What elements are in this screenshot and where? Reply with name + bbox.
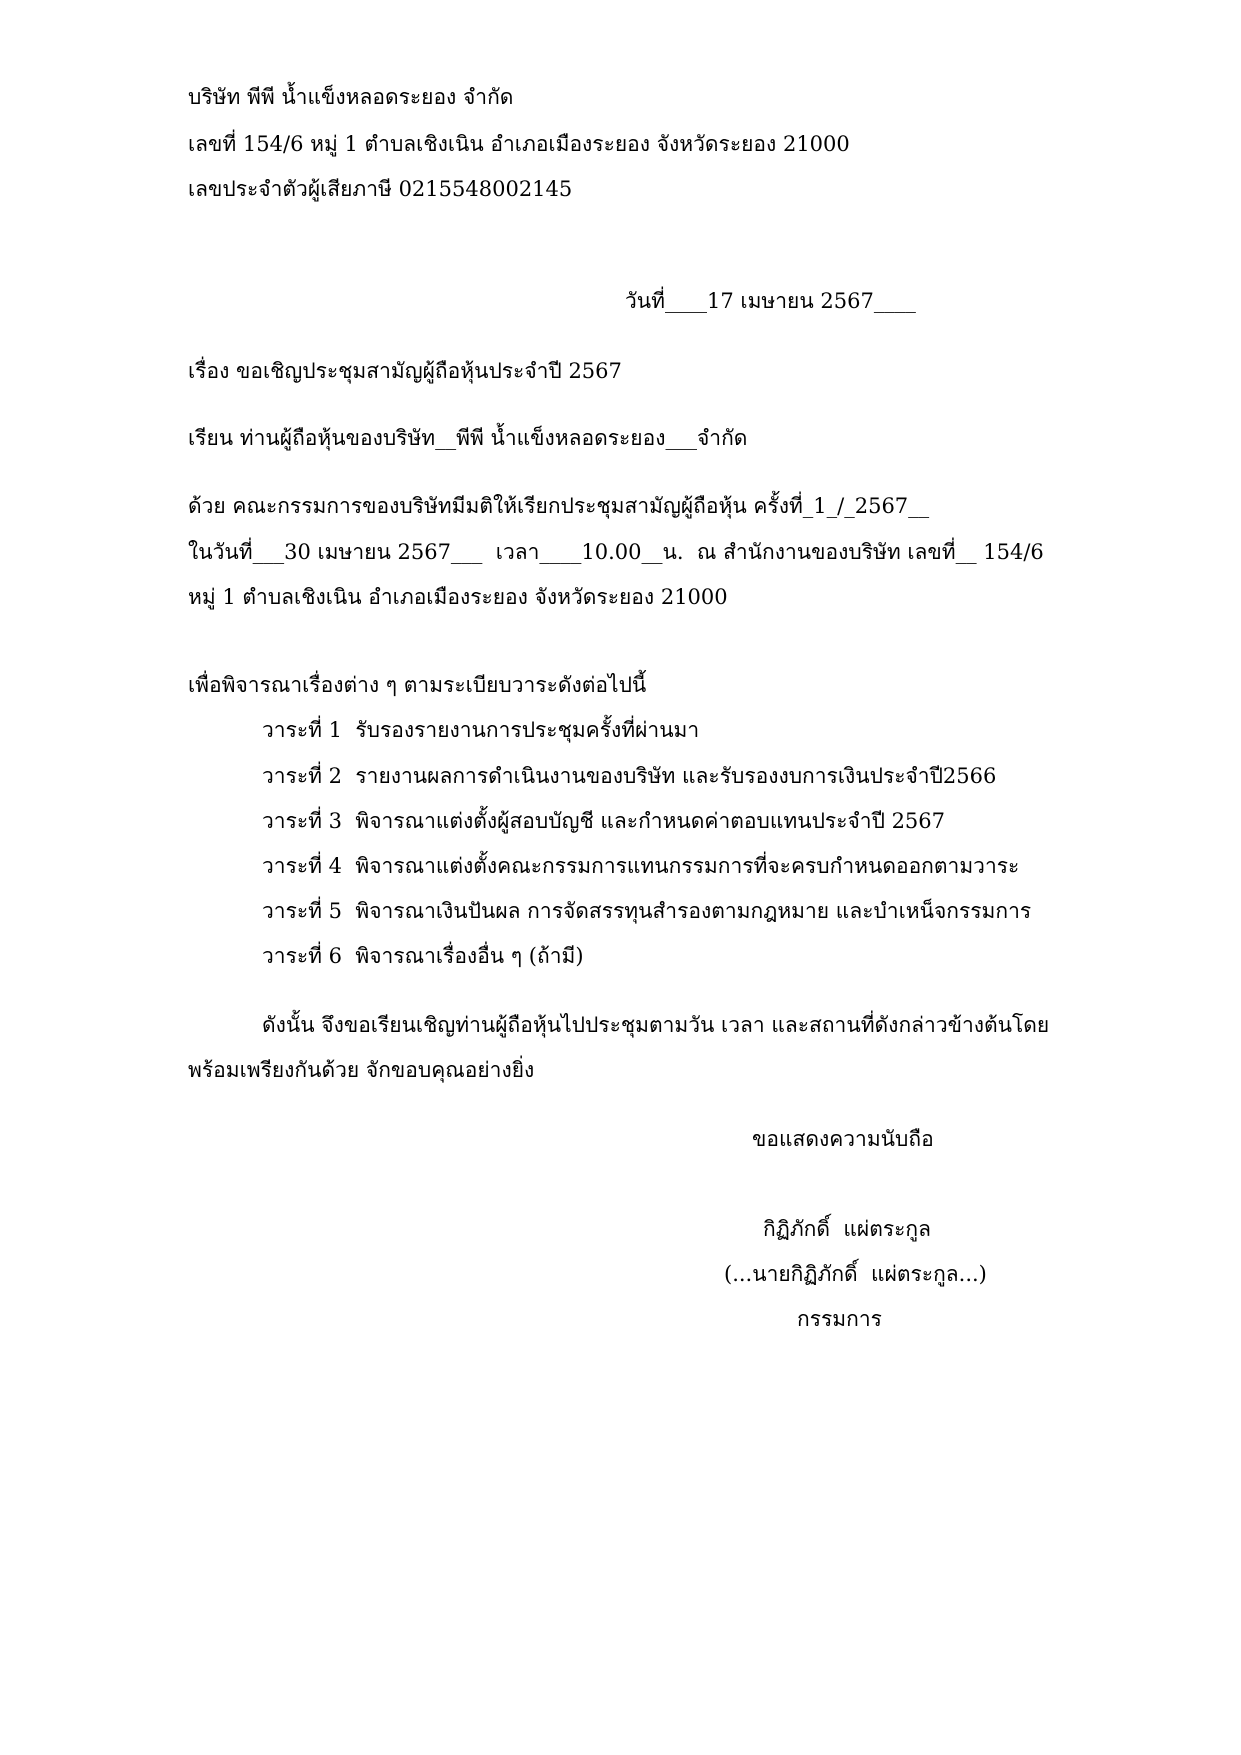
agenda-item: วาระที่ 4 พิจารณาแต่งตั้งคณะกรรมการแทนกรรมการที่จะครบกำหนดออกตามวาระ: [262, 854, 1020, 878]
regards-text: ขอแสดงความนับถือ: [752, 1127, 934, 1151]
agenda-item: วาระที่ 2 รายงานผลการดำเนินงานของบริษัท และรับรองงบการเงินประจำปี2566: [262, 764, 997, 788]
agenda-item: วาระที่ 1 รับรองรายงานการประชุมครั้งที่ผ่านมา: [262, 718, 700, 742]
agenda-item: วาระที่ 5 พิจารณาเงินปันผล การจัดสรรทุนสำรองตามกฎหมาย และบำเหน็จกรรมการ: [262, 899, 1032, 923]
closing-line: ดังนั้น จึงขอเรียนเชิญท่านผู้ถือหุ้นไปประชุมตามวัน เวลา และสถานที่ดังกล่าวข้างต้นโดย: [262, 1013, 1050, 1037]
body-line: หมู่ 1 ตำบลเชิงเนิน อำเภอเมืองระยอง จังหวัดระยอง 21000: [188, 585, 728, 609]
agenda-item: วาระที่ 6 พิจารณาเรื่องอื่น ๆ (ถ้ามี): [262, 944, 584, 968]
agenda-item: วาระที่ 3 พิจารณาแต่งตั้งผู้สอบบัญชี และกำหนดค่าตอบแทนประจำปี 2567: [262, 809, 946, 833]
letter-subject: เรื่อง ขอเชิญประชุมสามัญผู้ถือหุ้นประจำปี 2567: [188, 359, 622, 383]
letter-recipient: เรียน ท่านผู้ถือหุ้นของบริษัท__พีพี น้ำแข็งหลอดระยอง___จำกัด: [188, 426, 748, 450]
body-line: ด้วย คณะกรรมการของบริษัทมีมติให้เรียกประชุมสามัญผู้ถือหุ้น ครั้งที่_1_/_2567__: [188, 494, 930, 518]
letter-date: วันที่____17 เมษายน 2567____: [625, 289, 916, 313]
company-name: บริษัท พีพี น้ำแข็งหลอดระยอง จำกัด: [188, 85, 514, 109]
body-line: ในวันที่___30 เมษายน 2567___ เวลา____10.00__น. ณ สำนักงานของบริษัท เลขที่__ 154/6: [188, 540, 1044, 564]
signature-name: กิฏิภักดิ์ แผ่ตระกูล: [763, 1217, 931, 1241]
company-address: เลขที่ 154/6 หมู่ 1 ตำบลเชิงเนิน อำเภอเมืองระยอง จังหวัดระยอง 21000: [188, 132, 850, 156]
tax-id: เลขประจำตัวผู้เสียภาษี 0215548002145: [188, 177, 573, 201]
signature-printed-name: (...นายกิฏิภักดิ์ แผ่ตระกูล...): [724, 1262, 987, 1286]
agenda-intro: เพื่อพิจารณาเรื่องต่าง ๆ ตามระเบียบวาระดังต่อไปนี้: [188, 673, 647, 697]
closing-line: พร้อมเพรียงกันด้วย จักขอบคุณอย่างยิ่ง: [188, 1058, 535, 1082]
signature-position: กรรมการ: [797, 1307, 882, 1331]
